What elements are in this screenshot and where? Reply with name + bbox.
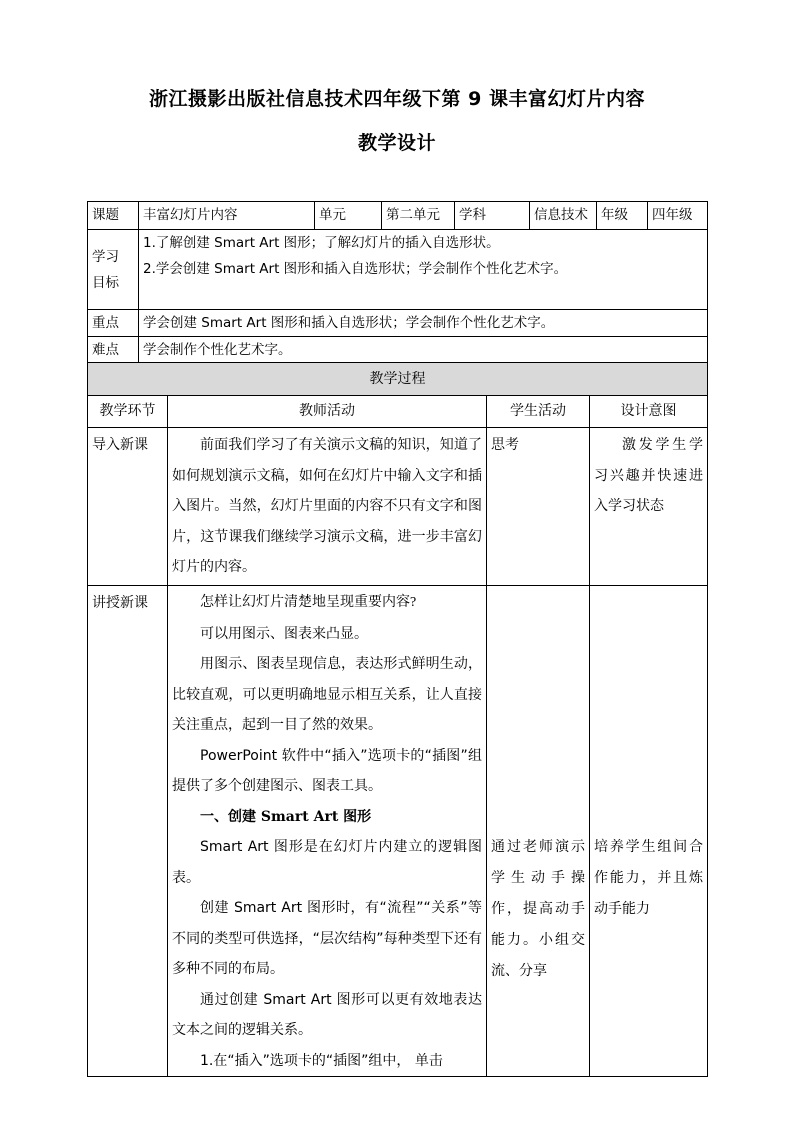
stage-cell: 导入新课 [88, 428, 168, 586]
goals-label [88, 230, 139, 310]
unit-value: 第二单元 [382, 202, 455, 230]
table-row [88, 586, 708, 1077]
difficulty-value: 学会制作个性化艺术字。 [139, 337, 708, 364]
grade-label: 年级 [597, 202, 648, 230]
teacher-paragraph: 怎样让幻灯片清楚地呈现重要内容? [200, 595, 417, 610]
design-text: 激发学生学习兴趣并快速进入学习状态 [594, 437, 703, 514]
topic-value: 丰富幻灯片内容 [139, 202, 315, 230]
subject-label: 学科 [455, 202, 530, 230]
document-title: 浙江摄影出版社信息技术四年级下第 9 课丰富幻灯片内容 [149, 88, 645, 110]
teacher-paragraph: 通过创建 Smart Art 图形可以更有效地表达文本之间的逻辑关系。 [172, 991, 482, 1038]
grade-value: 四年级 [648, 202, 708, 230]
key-value: 学会创建 Smart Art 图形和插入自选形状；学会制作个性化艺术字。 [139, 310, 708, 337]
header-teacher: 教师活动 [168, 396, 487, 428]
header-stage: 教学环节 [88, 396, 168, 428]
teacher-paragraph: 可以用图示、图表来凸显。 [200, 625, 368, 642]
teacher-paragraph: 创建 Smart Art 图形时，有“流程”“关系”等不同的类型可供选择，“层次结构”每种类型下还有多种不同的布局。 [172, 900, 482, 977]
goals-label-text: 学习目标 [92, 248, 119, 291]
teacher-paragraph: 用图示、图表呈现信息，表达形式鲜明生动，比较直观，可以更明确地显示相互关系，让人直接关注重点，起到一目了然的效果。 [172, 656, 482, 733]
teacher-cell [168, 428, 487, 586]
subject-value: 信息技术 [530, 202, 597, 230]
header-design: 设计意图 [590, 396, 708, 428]
teacher-cell [168, 586, 487, 1077]
section-heading: 一、创建 Smart Art 图形 [200, 808, 372, 825]
teacher-paragraph: 1.在“插入”选项卡的“插图”组中， 单击 [200, 1052, 443, 1069]
goal-item: 1.了解创建 Smart Art 图形；了解幻灯片的插入自选形状。 [143, 235, 500, 251]
unit-label: 单元 [315, 202, 382, 230]
key-label: 重点 [88, 310, 139, 337]
student-cell [487, 586, 590, 1077]
student-cell: 思考 [487, 428, 590, 586]
spacer [594, 588, 703, 832]
spacer [491, 588, 585, 832]
topic-label: 课题 [88, 202, 139, 230]
process-title: 教学过程 [88, 363, 708, 396]
difficulty-label: 难点 [88, 337, 139, 364]
goals-cell [139, 230, 708, 310]
design-cell [590, 586, 708, 1077]
teacher-paragraph: Smart Art 图形是在幻灯片内建立的逻辑图表。 [172, 839, 482, 886]
info-table [87, 201, 708, 364]
design-text: 培养学生组间合作能力，并且炼动手能力 [594, 839, 703, 917]
process-table [87, 362, 708, 1077]
table-row [88, 428, 708, 586]
stage-cell: 讲授新课 [88, 586, 168, 1077]
teacher-paragraph: 前面我们学习了有关演示文稿的知识，知道了如何规划演示文稿，如何在幻灯片中输入文字和插入图片。当然，幻灯片里面的内容不只有文字和图片，这节课我们继续学习演示文稿，进一步丰富幻灯片的内容。 [172, 437, 482, 575]
student-text: 通过老师演示学生动手操作，提高动手能力。小组交流、分享 [491, 839, 585, 979]
header-student: 学生活动 [487, 396, 590, 428]
teacher-paragraph: PowerPoint 软件中“插入”选项卡的“插图”组提供了多个创建图示、图表工具。 [172, 747, 482, 794]
document-subtitle: 教学设计 [357, 132, 436, 154]
goal-item: 2.学会创建 Smart Art 图形和插入自选形状；学会制作个性化艺术字。 [143, 261, 568, 277]
design-cell [590, 428, 708, 586]
